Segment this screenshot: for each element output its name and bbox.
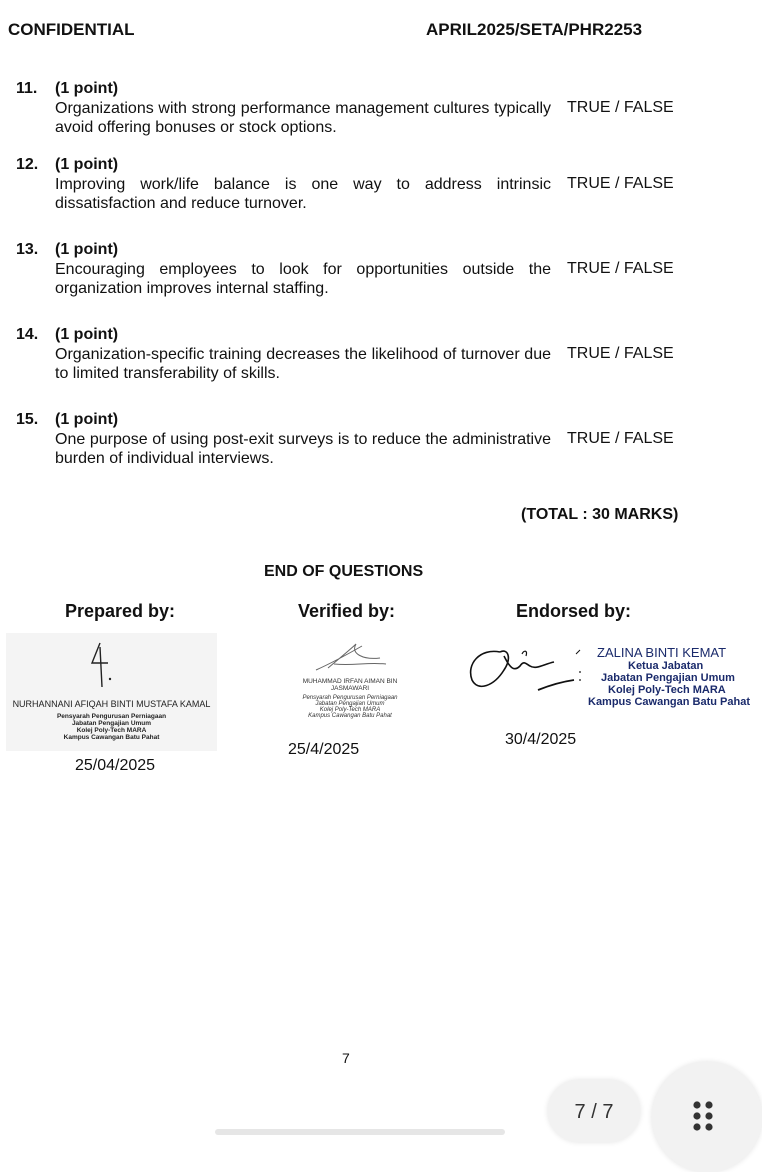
question-text: Improving work/life balance is one way to address intrinsic dissatisfaction and reduce turnover. [55,176,551,212]
prepared-by-title-line: Kolej Poly-Tech MARA [76,727,147,734]
header-confidential: CONFIDENTIAL [8,20,135,39]
question-number: 15. [16,411,39,428]
verified-by-name: JASMAWARI [330,685,370,692]
question-number: 13. [16,241,39,258]
total-marks: (TOTAL : 30 MARKS) [521,506,679,523]
true-false-answer: TRUE / FALSE [567,260,674,277]
verified-by-title-line: Kampus Cawangan Batu Pahat [308,713,392,719]
question-points: (1 point) [55,241,119,258]
grid-dots-icon [692,1100,716,1134]
verified-by-title-line: Pensyarah Pengurusan Perniagaan [302,695,398,701]
question-points: (1 point) [55,80,119,97]
question-number: 14. [16,326,39,343]
page-number: 7 [342,1050,350,1066]
endorsed-by-title-line: Jabatan Pengajian Umum [601,672,735,684]
question-text: Organizations with strong performance management cultures typically avoid offering bonuses or stock options. [55,100,551,136]
verified-by-date: 25/4/2025 [288,741,360,758]
question-points: (1 point) [55,326,119,343]
verified-by-title-line: Jabatan Pengajian Umum [315,701,385,707]
prepared-by-label: Prepared by: [65,601,176,621]
true-false-answer: TRUE / FALSE [567,175,674,192]
prepared-by-date: 25/04/2025 [75,757,156,774]
true-false-answer: TRUE / FALSE [567,345,674,362]
prepared-by-stamp [6,633,217,751]
question-text: Organization-specific training decreases the likelihood of turnover due to limited transferability of skills. [55,346,551,382]
prepared-by-name: NURHANNANI AFIQAH BINTI MUSTAFA KAMAL [12,699,211,709]
home-indicator-bar[interactable] [215,1129,505,1135]
endorsed-by-title-line: Kolej Poly-Tech MARA [608,684,726,696]
more-options-button[interactable] [652,1062,762,1172]
question-number: 12. [16,156,39,173]
question-text: Encouraging employees to look for opportunities outside the organization improves internal staffing. [55,261,551,297]
page-indicator[interactable] [548,1080,640,1142]
prepared-signature-icon [86,641,126,691]
header-paper-code: APRIL2025/SETA/PHR2253 [426,20,643,39]
question-points: (1 point) [55,156,119,173]
prepared-by-title-line: Pensyarah Pengurusan Perniagaan [56,713,167,720]
verified-by-stamp [290,640,410,740]
endorsed-by-label: Endorsed by: [516,601,632,621]
prepared-by-title-line: Kampus Cawangan Batu Pahat [63,734,160,741]
endorsed-by-name: ZALINA BINTI KEMAT [597,645,727,660]
verified-signature-icon [304,640,394,676]
endorsed-by-title-line: Ketua Jabatan [628,660,704,672]
page-indicator-text: 7 / 7 [574,1101,614,1123]
question-points: (1 point) [55,411,119,428]
verified-by-label: Verified by: [298,601,396,621]
verified-by-title-line: Kolej Poly-Tech MARA [319,707,381,713]
endorsed-by-date: 30/4/2025 [505,731,577,748]
end-of-questions: END OF QUESTIONS [264,563,424,580]
true-false-answer: TRUE / FALSE [567,430,674,447]
endorsed-by-stamp [586,645,750,715]
endorsed-signature-icon [464,642,584,704]
verified-by-name: MUHAMMAD IRFAN AIMAN BIN [302,678,398,685]
question-text: One purpose of using post-exit surveys is to reduce the administrative burden of individual interviews. [55,431,551,467]
question-number: 11. [16,80,38,97]
true-false-answer: TRUE / FALSE [567,99,674,116]
prepared-by-title-line: Jabatan Pengajian Umum [71,720,152,727]
endorsed-by-title-line: Kampus Cawangan Batu Pahat [588,696,750,708]
